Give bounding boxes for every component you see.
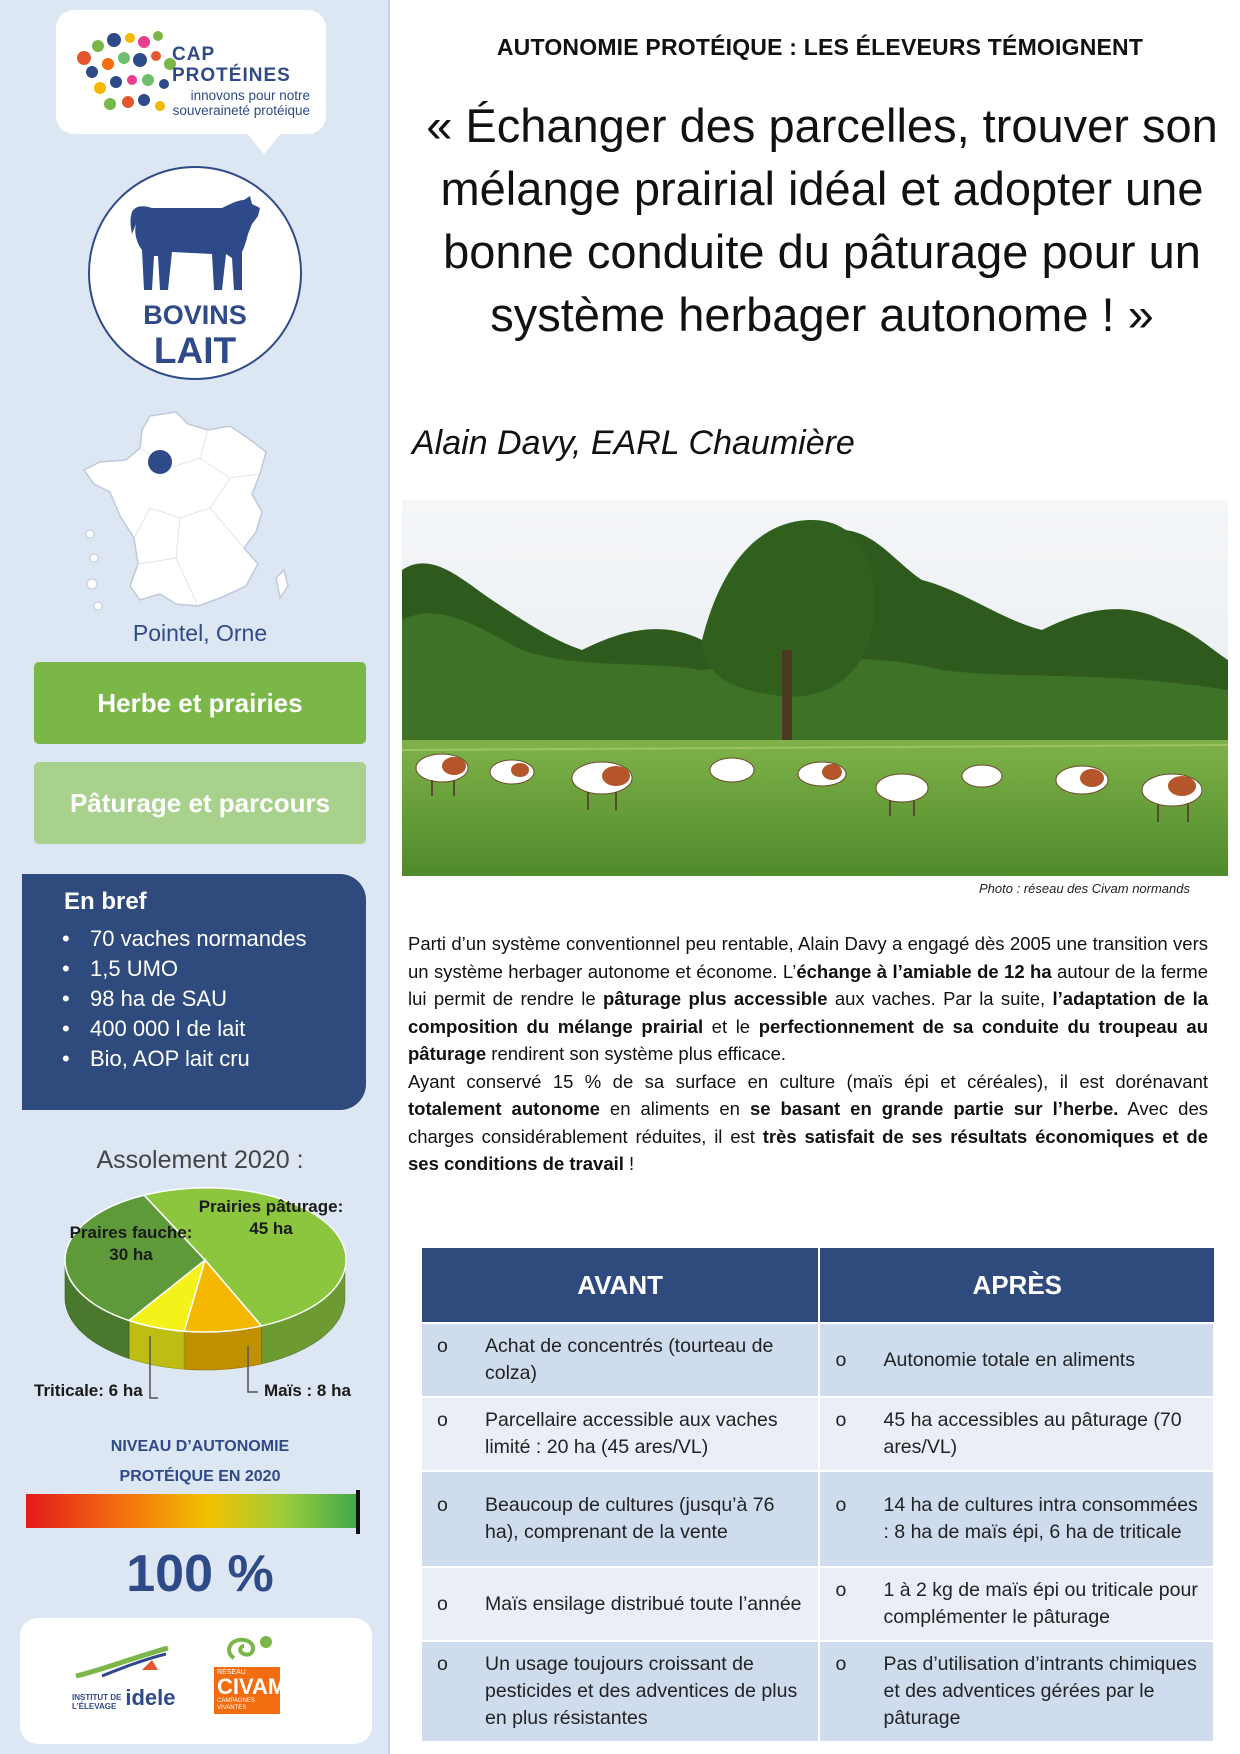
civam-top-text: RÉSEAU	[217, 1669, 246, 1676]
pasture-photo	[402, 500, 1228, 876]
logo-tagline-line2: souveraineté protéique	[172, 103, 310, 118]
list-item: • 70 vaches normandes	[62, 924, 306, 954]
civam-bottom-text-2: VIVANTES	[217, 1705, 247, 1711]
sidebar	[0, 0, 390, 1754]
table-row: o Parcellaire accessible aux vaches limité : 20 ha (45 ares/VL) o 45 ha accessibles au pâturage (70 ares/VL)	[422, 1397, 1214, 1471]
pie-label-praires-fauche: Praires fauche: 30 ha	[69, 1223, 193, 1264]
table-row: o Un usage toujours croissant de pesticides et des adventices de plus en plus résistantes o Pas d’utilisation d’intrants chimiques et des adventices gérées par le pâturage	[422, 1641, 1214, 1741]
pie-label-triticale: Triticale: 6 ha	[34, 1381, 143, 1400]
table-cell: Parcellaire accessible aux vaches limité : 20 ha (45 ares/VL)	[485, 1409, 778, 1458]
autonomy-value: 100 %	[126, 1545, 274, 1603]
table-cell: Un usage toujours croissant de pesticides et des adventices de plus en plus résistantes	[485, 1653, 798, 1729]
civam-bottom-text-1: CAMPAGNES	[217, 1698, 255, 1704]
kicker-title: AUTONOMIE PROTÉIQUE : LES ÉLEVEURS TÉMOIGNENT	[496, 34, 1144, 60]
photo-credit: Photo : réseau des Civam normands	[979, 881, 1190, 896]
list-item: • 400 000 l de lait	[62, 1014, 306, 1044]
author-byline: Alain Davy, EARL Chaumière	[412, 424, 855, 462]
species-line1: BOVINS	[143, 300, 247, 330]
civam-name: CIVAM	[217, 1674, 287, 1699]
partner-logos	[20, 1618, 372, 1744]
theme-tag-herbe: Herbe et prairies	[34, 662, 366, 744]
table-cell: 1 à 2 kg de maïs épi ou triticale pour complémenter le pâturage	[883, 1579, 1198, 1628]
idele-name: idele	[125, 1685, 176, 1710]
pie-label-mais: Maïs : 8 ha	[264, 1381, 351, 1400]
table-cell: Beaucoup de cultures (jusqu’à 76 ha), comprenant de la vente	[485, 1494, 775, 1543]
idele-text-line2: L’ÉLEVAGE	[72, 1702, 117, 1711]
idele-swoosh-icon	[72, 1646, 172, 1680]
list-item: • 98 ha de SAU	[62, 984, 306, 1014]
list-item: • Bio, AOP lait cru	[62, 1044, 306, 1074]
autonomy-gauge-marker	[356, 1490, 360, 1534]
pie-label-prairies-paturage: Prairies pâturage: 45 ha	[198, 1197, 344, 1238]
column-header-avant: AVANT	[422, 1248, 819, 1323]
table-cell: Maïs ensilage distribué toute l’année	[485, 1592, 802, 1615]
autonomy-label: NIVEAU D’AUTONOMIE PROTÉIQUE EN 2020	[110, 1438, 290, 1485]
table-cell: Autonomie totale en aliments	[883, 1348, 1135, 1371]
headline-quote: « Échanger des parcelles, trouver son mélange prairial idéal et adopter une bonne conduite du pâturage pour un système herbager autonome ! »	[426, 99, 1218, 341]
table-cell: 14 ha de cultures intra consommées : 8 ha de maïs épi, 6 ha de triticale	[883, 1494, 1198, 1543]
table-row: o Beaucoup de cultures (jusqu’à 76 ha), comprenant de la vente o 14 ha de cultures intra consommées : 8 ha de maïs épi, 6 ha de triticale	[422, 1471, 1214, 1567]
table-row: o Maïs ensilage distribué toute l’année o 1 à 2 kg de maïs épi ou triticale pour complémenter le pâturage	[422, 1567, 1214, 1641]
column-header-apres: APRÈS	[819, 1248, 1214, 1323]
idele-text-line1: INSTITUT DE	[72, 1693, 122, 1702]
civam-logo	[214, 1632, 287, 1714]
location-label: Pointel, Orne	[132, 620, 268, 646]
logo-title-line1: CAP	[172, 44, 216, 65]
list-item: • 1,5 UMO	[62, 954, 306, 984]
table-cell: Achat de concentrés (tourteau de colza)	[485, 1335, 774, 1384]
table-header-row	[422, 1248, 1214, 1323]
en-bref-title: En bref	[64, 888, 147, 915]
logo-title-line2: PROTÉINES	[172, 65, 291, 86]
avant-apres-table	[422, 1248, 1215, 1741]
pie-leader-lines	[0, 0, 388, 1420]
assolement-title: Assolement 2020 :	[96, 1146, 304, 1174]
body-paragraph: Parti d’un système conventionnel peu rentable, Alain Davy a engagé dès 2005 une transition vers un système herbager autonome et économe. L’échange à l’amiable de 12 ha autour de la ferme lui permit de rendre le pâturage plus accessible aux vaches. Par la suite, l’adaptation de la composition du mélange prairial et le perfectionnement de sa conduite du troupeau au pâturage rendirent son système plus efficace. Ayant conservé 15 % de sa surface en culture (maïs épi et céréales), il est dorénavant totalement autonome en aliments en se basant en grande partie sur l’herbe. Avec des charges considérablement réduites, il est très satisfait de ses résultats économiques et de ses conditions de travail !	[408, 933, 1209, 1174]
logo-tagline-line1: innovons pour notre	[190, 88, 310, 103]
table-cell: Pas d’utilisation d’intrants chimiques et des adventices gérées par le pâturage	[883, 1653, 1197, 1729]
species-line2: LAIT	[153, 330, 237, 371]
idele-logo	[72, 1646, 175, 1711]
table-row: o Achat de concentrés (tourteau de colza) o Autonomie totale en aliments	[422, 1323, 1214, 1397]
theme-tag-paturage: Pâturage et parcours	[34, 762, 366, 844]
table-cell: 45 ha accessibles au pâturage (70 ares/VL)	[883, 1409, 1182, 1458]
civam-swirl-icon	[214, 1632, 284, 1662]
autonomy-gauge	[26, 1494, 358, 1528]
